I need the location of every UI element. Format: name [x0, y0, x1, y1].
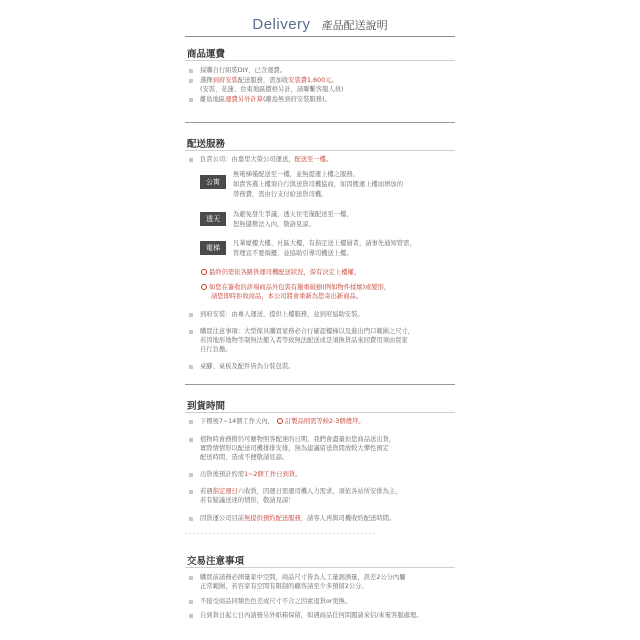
- alert-icon: [277, 418, 283, 424]
- bullet-icon: [189, 614, 193, 618]
- list-item: 下標後7~14個工作天內， 訂製品則需等候2-3個禮拜。: [200, 418, 365, 425]
- heading-divider: [185, 150, 455, 151]
- bullet-icon: [189, 576, 193, 580]
- list-item: 桌腳、桌板及配件皆為分裝包裝。: [200, 363, 295, 370]
- heading-divider: [185, 567, 455, 568]
- tag-apartment: 公寓: [200, 175, 226, 189]
- bullet-icon: [189, 490, 193, 494]
- bullet-icon: [189, 158, 193, 162]
- list-item-cont: 正常範圍，若容家有空間有限制的顧客請至少多預留2公分。: [200, 583, 368, 590]
- warning-note-cont: 請您即時拒收商品，本公司將會重新為您寄出新商品。: [211, 293, 363, 300]
- bullet-icon: [189, 330, 193, 334]
- tag-elevator: 電梯: [200, 241, 226, 255]
- section-heading: 配送服務: [187, 139, 226, 150]
- warning-icon: [201, 284, 207, 290]
- list-item-cont: 若因地形地物等制無法搬入者等致無法配送或是須換貨品來回費用須由買家: [200, 337, 408, 344]
- list-item-cont: 實際情情形以配送司機排排安排，無為建議留送貨間放較大彈性預定: [200, 445, 389, 452]
- bullet-icon: [189, 438, 193, 442]
- tag-text: 恕無儲撥法入內，敬請見諒。: [233, 221, 315, 228]
- list-item: 不接受商品同類色色差或尺寸不合之因素退貨or更換。: [200, 598, 352, 605]
- bullet-icon: [189, 69, 193, 73]
- warning-note: 如您在簽收的診場商品外包裝有嚴重破損(例如物件揉壞)或變形，: [201, 283, 390, 292]
- bullet-icon: [189, 313, 193, 317]
- tag-text: 凡華廈樓大樓、社區大樓，有指定送上樓層者，請事先通知管需，: [233, 240, 416, 247]
- title-zh: 產品配送說明: [321, 19, 388, 32]
- page-title: [0, 14, 640, 33]
- bullet-icon: [189, 473, 193, 477]
- list-item: 採購自行組裝DIY，已含運費。: [200, 67, 287, 74]
- section-heading: 到貨時間: [187, 401, 226, 412]
- tag-townhouse: 透天: [200, 212, 226, 226]
- title-en: Delivery: [252, 16, 311, 33]
- list-item-cont: 自行負擔。: [200, 346, 232, 353]
- list-item: 若遇指定週日六收貨，因週日需運司機人力需求，須依各站所安排為主，: [200, 488, 402, 495]
- bullet-icon: [189, 79, 193, 83]
- bullet-icon: [189, 600, 193, 604]
- heading-divider: [185, 60, 455, 61]
- tag-text: 為避免發生爭議，透天住宅僅配送至一樓，: [233, 211, 353, 218]
- heading-divider: [185, 412, 455, 413]
- list-item: 離島地區運費另外計算(離島無到府安裝服務)。: [200, 96, 331, 103]
- bullet-icon: [189, 365, 193, 369]
- warning-icon: [201, 269, 207, 275]
- tag-text: 無電梯僅配送至一樓，並無提運上樓之服務。: [233, 171, 359, 178]
- list-item: 植物時會務撥仍可塵物照客配達的日期，我們會盡量但您商品送出貨，: [200, 436, 396, 443]
- bullet-icon: [189, 98, 193, 102]
- warning-note: 最終仍需依各路貨運司機配送狀況，保有決定上樓權。: [201, 268, 360, 277]
- list-item-cont: (安裝、花蓮、台東地區價格另計，請聯繫客服人員): [200, 86, 344, 93]
- list-item: 購買前請務必測量家中空間，商品尺寸皆為人工量測測量，誤差2公分內屬: [200, 574, 406, 581]
- list-item: 購買注意事項：大型傢具購買家務必合行確認樓梯以及進出門口範圍之尺寸，: [200, 328, 415, 335]
- section-heading: 交易注意事項: [187, 556, 245, 567]
- list-item: 到府安裝：由專人運送，提供上樓服務，並到府協助安裝。: [200, 311, 364, 318]
- list-item: 選擇到府安裝配送服務，需加收安裝費1,600元。: [200, 77, 338, 84]
- dotted-divider: [185, 533, 375, 534]
- section-heading: 商品運費: [187, 49, 226, 60]
- section-divider: [185, 384, 455, 385]
- title-divider: [185, 36, 455, 37]
- tag-text: 勞務費，需由行支付給送貨司機。: [233, 191, 328, 198]
- list-item: 自到貨日起七日內請務另外紙箱保留，如遇商品任何問題請來信/來電客服處理。: [200, 612, 423, 619]
- bullet-icon: [189, 517, 193, 521]
- list-item: 負責公司：由嘉里大榮公司運送，配送至一樓。: [200, 156, 333, 163]
- list-item-cont: 配送時間，造成不便敬請見諒。: [200, 454, 289, 461]
- list-item: 出貨後預計約需1~2個工作日到貨。: [200, 471, 302, 478]
- tag-text: 管理宣不要煩擾，並協助引導司機送上樓。: [233, 250, 353, 257]
- list-item: 因貨運公司目前無提供預約配送服務，請客人再與司機收約配送時間。: [200, 515, 396, 522]
- list-item-cont: 若有疑議送達的情形，敬請見諒！: [200, 497, 295, 504]
- bullet-icon: [189, 420, 193, 424]
- tag-text: 如貴客選上樓須自行與送貨司機協商，如因搬運上樓而增加的: [233, 181, 404, 188]
- section-divider: [185, 122, 455, 123]
